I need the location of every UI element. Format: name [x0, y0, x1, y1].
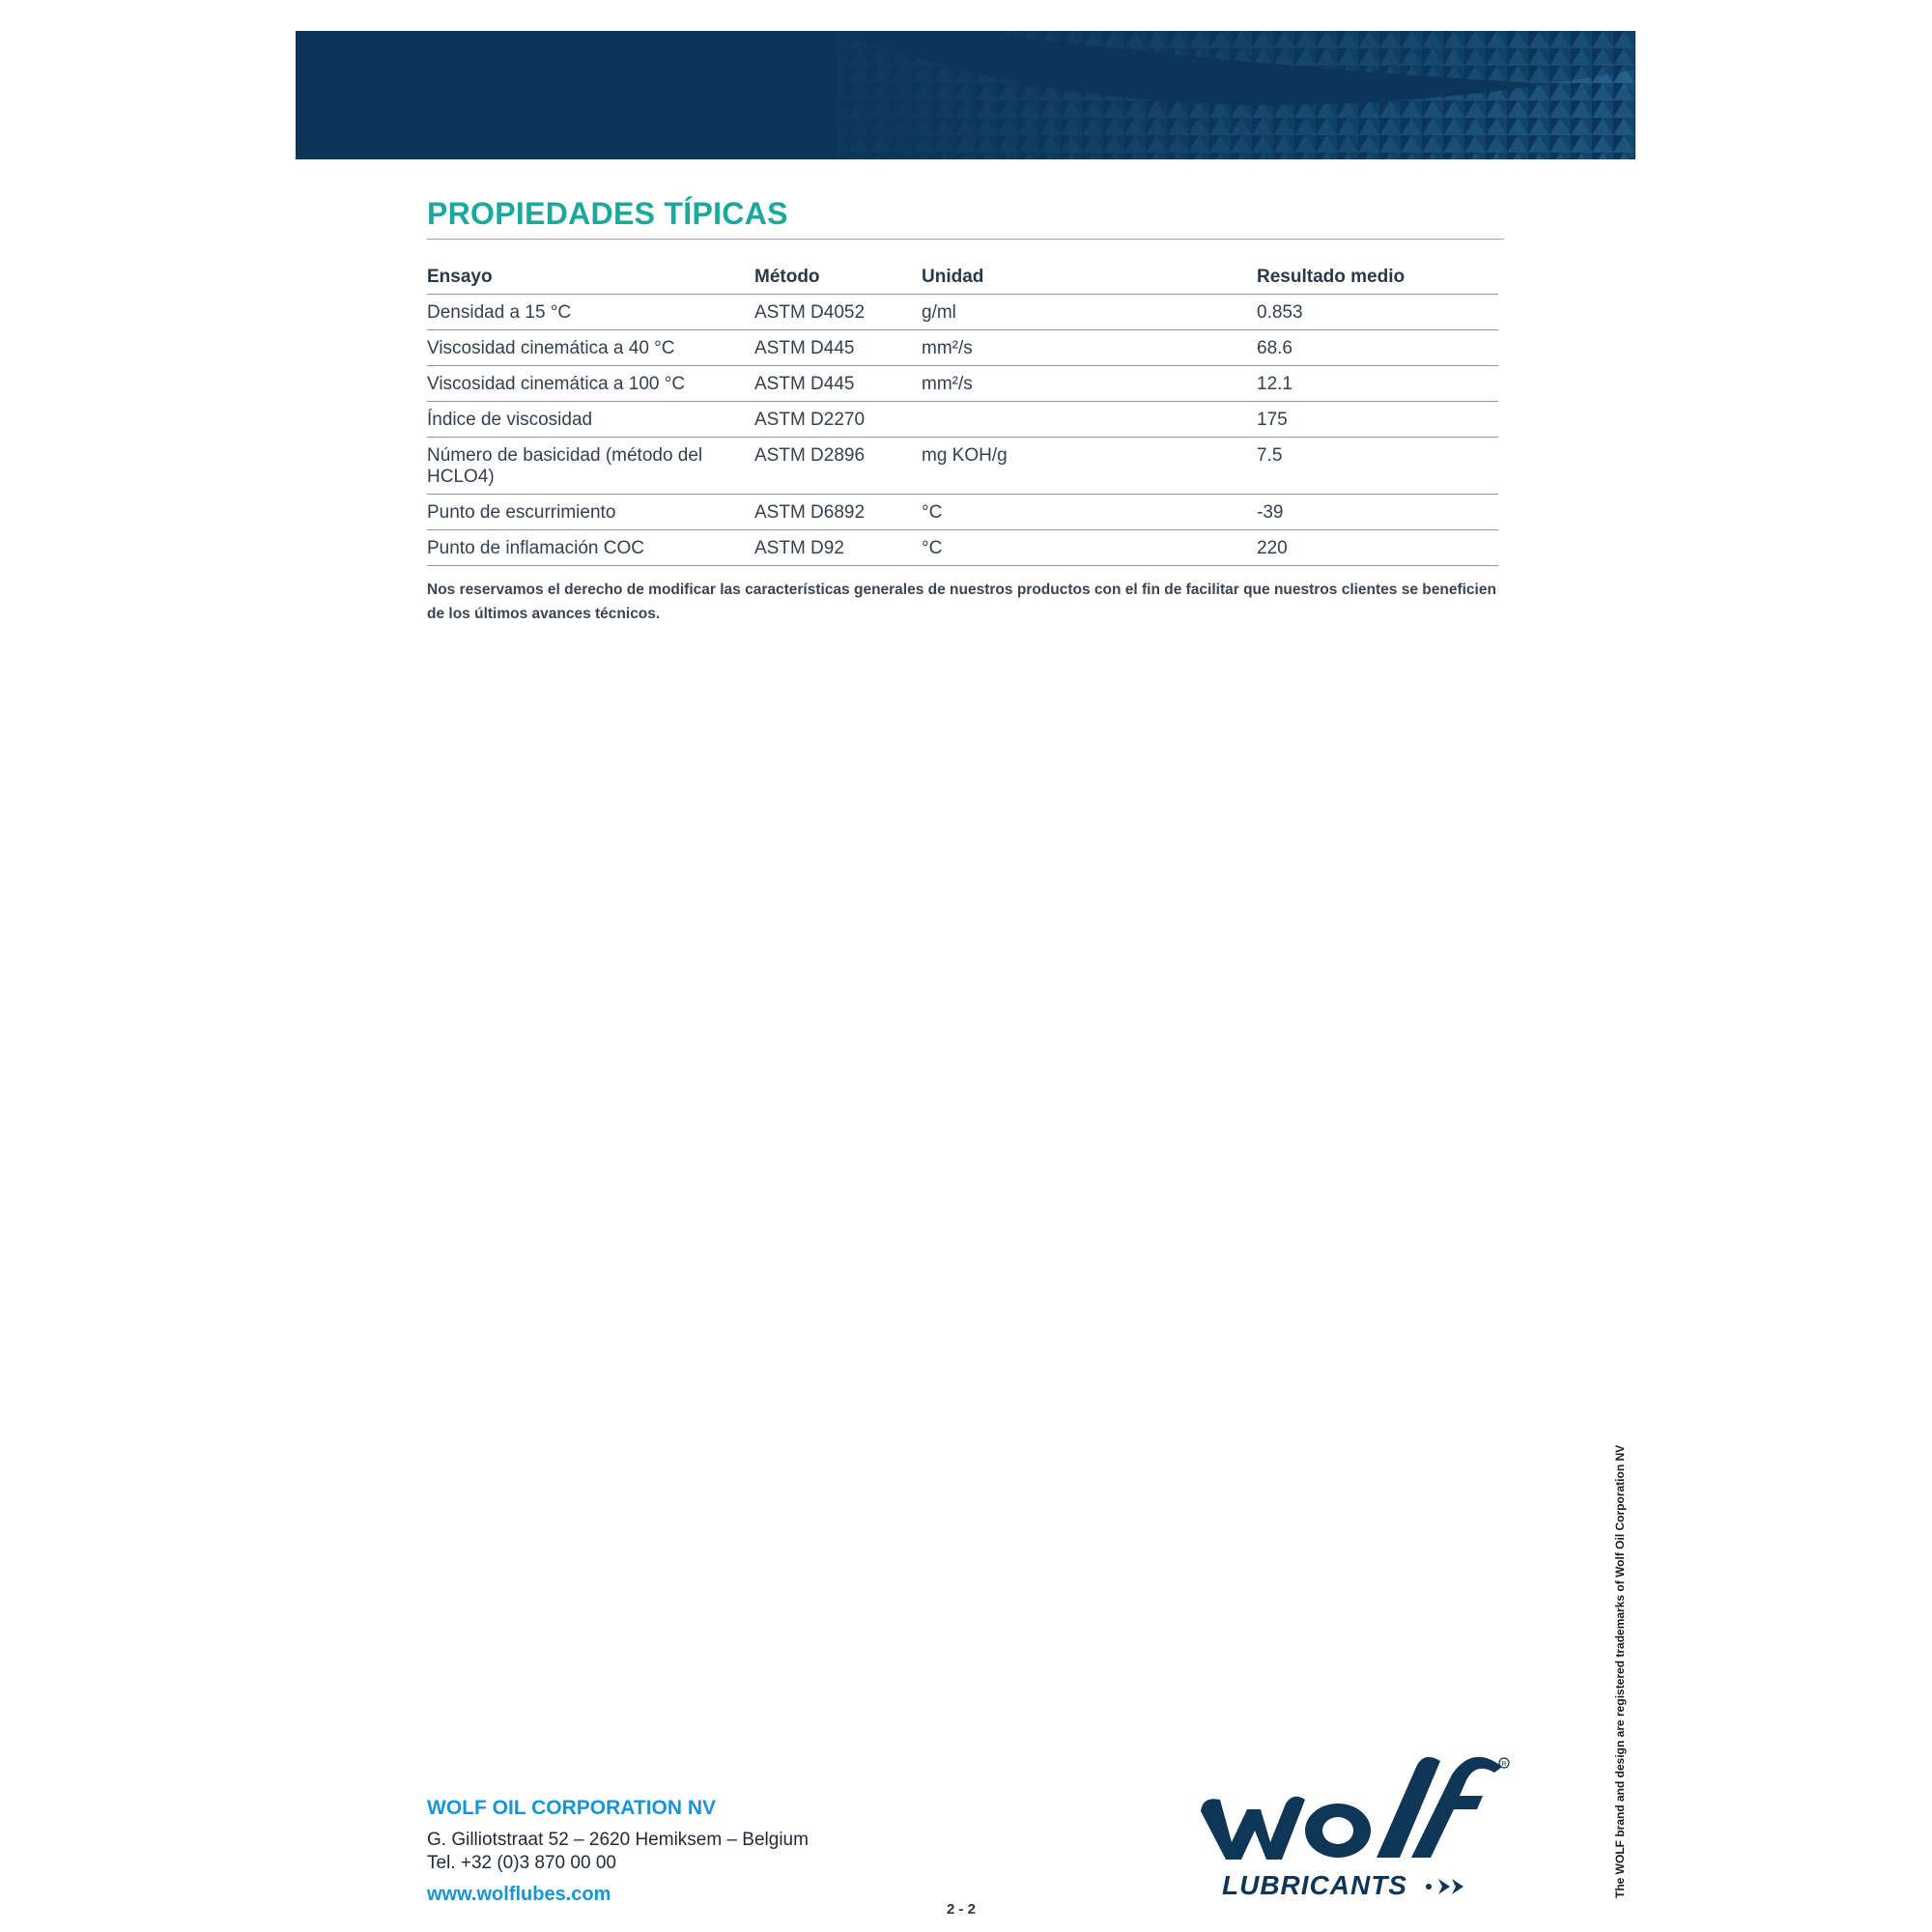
cell-result: 68.6	[1257, 330, 1498, 366]
cell-test: Densidad a 15 °C	[427, 295, 754, 330]
table-row	[427, 530, 1498, 566]
cell-result: 7.5	[1257, 438, 1498, 495]
disclaimer-note: Nos reservamos el derecho de modificar las características generales de nuestros productos con el fin de facilitar que nuestros clientes se beneficien de los últimos avances técnicos.	[427, 582, 1496, 622]
table-row	[427, 402, 1498, 438]
company-name: WOLF OIL CORPORATION NV	[427, 1797, 717, 1819]
cell-unit: mm²/s	[922, 366, 1257, 402]
address-line: G. Gilliotstraat 52 – 2620 Hemiksem – Belgium	[427, 1830, 809, 1850]
svg-text:LUBRICANTS: LUBRICANTS	[1222, 1870, 1407, 1900]
cell-unit: mg KOH/g	[922, 438, 1257, 495]
header-metodo: Método	[754, 261, 922, 295]
cell-method: ASTM D4052	[754, 295, 922, 330]
table-row	[427, 438, 1498, 495]
cell-method: ASTM D2896	[754, 438, 922, 495]
section-title: PROPIEDADES TÍPICAS	[427, 196, 788, 231]
table-header-row	[427, 261, 1498, 295]
cell-result: 220	[1257, 530, 1498, 566]
cell-unit: g/ml	[922, 295, 1257, 330]
cell-unit: °C	[922, 495, 1257, 530]
cell-test: Número de basicidad (método del HCLO4)	[427, 438, 754, 495]
table-row	[427, 330, 1498, 366]
cell-unit	[922, 402, 1257, 438]
cell-method: ASTM D445	[754, 366, 922, 402]
cell-test: Índice de viscosidad	[427, 402, 754, 438]
header-ensayo: Ensayo	[427, 261, 754, 295]
header-unidad: Unidad	[922, 261, 1257, 295]
header-banner	[296, 31, 1635, 159]
table-row	[427, 295, 1498, 330]
properties-table	[427, 261, 1498, 566]
cell-result: 175	[1257, 402, 1498, 438]
cell-unit: °C	[922, 530, 1257, 566]
header-resultado: Resultado medio	[1257, 261, 1498, 295]
cell-test: Viscosidad cinemática a 100 °C	[427, 366, 754, 402]
cell-method: ASTM D445	[754, 330, 922, 366]
svg-text:R: R	[1501, 1761, 1507, 1768]
page-number: 2 - 2	[947, 1901, 977, 1918]
table-row	[427, 495, 1498, 530]
cell-result: 12.1	[1257, 366, 1498, 402]
wolf-logo-icon	[1193, 1753, 1512, 1908]
cell-test: Viscosidad cinemática a 40 °C	[427, 330, 754, 366]
wolf-lubricants-logo	[1193, 1753, 1512, 1908]
cell-method: ASTM D6892	[754, 495, 922, 530]
cell-result: 0.853	[1257, 295, 1498, 330]
cell-method: ASTM D2270	[754, 402, 922, 438]
cell-method: ASTM D92	[754, 530, 922, 566]
banner-pattern	[296, 31, 1635, 159]
cell-test: Punto de escurrimiento	[427, 495, 754, 530]
trademark-notice: The WOLF brand and design are registered trademarks of Wolf Oil Corporation NV	[1613, 1444, 1627, 1898]
cell-result: -39	[1257, 495, 1498, 530]
cell-test: Punto de inflamación COC	[427, 530, 754, 566]
company-address	[427, 1829, 809, 1875]
cell-unit: mm²/s	[922, 330, 1257, 366]
title-divider	[427, 239, 1504, 240]
website-link[interactable]: www.wolflubes.com	[427, 1884, 611, 1905]
table-row	[427, 366, 1498, 402]
phone-line: Tel. +32 (0)3 870 00 00	[427, 1853, 616, 1873]
